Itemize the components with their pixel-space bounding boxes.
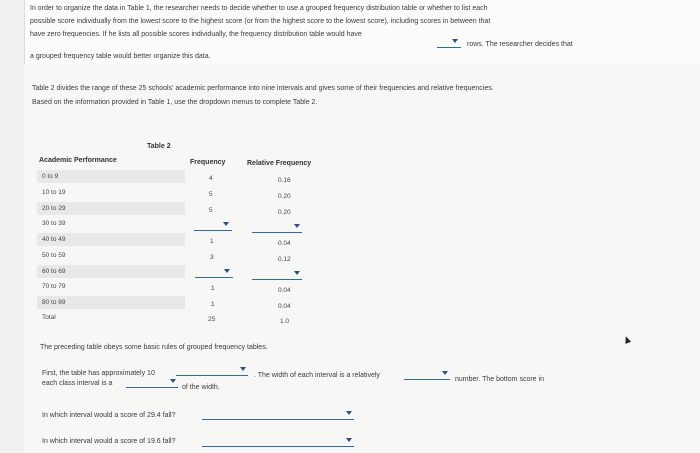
table-total-frequency: 25: [208, 316, 216, 323]
table-total-relative: 1.0: [280, 318, 290, 325]
table-row-interval: 50 to 59: [42, 252, 66, 259]
rules-first-d: each class interval is a: [42, 380, 113, 387]
table-row-frequency: 1: [211, 285, 215, 292]
relative-60-69-dropdown[interactable]: [252, 269, 302, 280]
table-row-interval: 30 to 39: [42, 220, 66, 227]
intro-line-3-tail: rows. The researcher decides that: [467, 41, 573, 48]
table-row-frequency: 1: [211, 301, 215, 308]
frequency-60-69-dropdown[interactable]: [195, 267, 233, 278]
chevron-down-icon: [452, 39, 458, 43]
header-relative-frequency: Relative Frequency: [247, 160, 312, 167]
chevron-down-icon: [170, 379, 176, 383]
table-row-frequency: 1: [210, 238, 214, 245]
intro-line-3: have zero frequencies. If he lists all possible scores individually, the frequency distribution table would have: [30, 31, 362, 38]
rules-lead: The preceding table obeys some basic rules of grouped frequency tables.: [40, 344, 268, 351]
table-row-relative: 0.20: [278, 209, 291, 216]
intro-line-4: a grouped frequency table would better organize this data.: [30, 53, 211, 60]
table-row-interval: Total: [42, 314, 56, 321]
frequency-30-39-dropdown[interactable]: [194, 220, 232, 231]
header-academic-performance: Academic Performance: [39, 157, 117, 164]
table-row-relative: 0.16: [278, 177, 291, 184]
table-row-interval: 10 to 19: [42, 189, 66, 196]
interval-29-4-dropdown[interactable]: [202, 409, 354, 420]
rules-bottom-score-dropdown[interactable]: [126, 377, 178, 388]
table-row-interval: 80 to 89: [42, 299, 66, 306]
rules-first-c: number. The bottom score in: [455, 376, 544, 383]
rules-width-dropdown[interactable]: [404, 369, 450, 380]
table-row-relative: 0.20: [278, 193, 291, 200]
rows-count-dropdown[interactable]: [437, 37, 461, 48]
interval-19-6-dropdown[interactable]: [202, 436, 354, 447]
intro-line-2: possible score individually from the lowest score to the highest score (or from the highest score to the lowest score), including scores in between that: [30, 18, 491, 25]
table-row-relative: 0.04: [278, 303, 291, 310]
table-row-frequency: 3: [210, 254, 214, 261]
chevron-down-icon: [442, 371, 448, 375]
table-row-relative: 0.04: [278, 287, 291, 294]
table-row-frequency: 4: [209, 175, 213, 182]
chevron-down-icon: [294, 224, 300, 228]
intro-line-1: In order to organize the data in Table 1, the researcher needs to decide whether to use a grouped frequency distribution table or whether to list each: [30, 5, 488, 12]
chevron-down-icon: [224, 269, 230, 273]
table-row-interval: 60 to 69: [42, 268, 66, 275]
chevron-down-icon: [240, 367, 246, 371]
table-row-frequency: 5: [209, 207, 213, 214]
table-row-interval: 70 to 79: [42, 283, 66, 290]
question-19-6: In which interval would a score of 19.6 fall?: [42, 438, 176, 445]
table-row-interval: 0 to 9: [42, 173, 59, 180]
table-row-relative: 0.04: [278, 240, 291, 247]
instructions-line-2: Based on the information provided in Table 1, use the dropdown menus to complete Table 2.: [32, 99, 318, 106]
chevron-down-icon: [346, 411, 352, 415]
table-row-frequency: 5: [209, 191, 213, 198]
instructions-line-1: Table 2 divides the range of these 25 schools' academic performance into nine intervals and gives some of their frequencies and relative frequencies.: [32, 85, 494, 92]
chevron-down-icon: [346, 438, 352, 442]
relative-30-39-dropdown[interactable]: [252, 222, 302, 233]
table-row-relative: 0.12: [278, 256, 291, 263]
table-row-interval: 40 to 49: [42, 236, 66, 243]
rules-approx-dropdown[interactable]: [176, 365, 248, 376]
question-29-4: In which interval would a score of 29.4 fall?: [42, 412, 176, 419]
rules-first-e: of the width.: [182, 384, 220, 391]
header-frequency: Frequency: [190, 159, 226, 166]
rules-first-b: . The width of each interval is a relatively: [254, 372, 380, 379]
rules-first-a: First, the table has approximately 10: [42, 370, 155, 377]
chevron-down-icon: [223, 222, 229, 226]
table-caption: Table 2: [147, 143, 171, 150]
question-panel: [24, 64, 700, 453]
table-row-interval: 20 to 29: [42, 205, 66, 212]
row-band: [37, 170, 185, 183]
chevron-down-icon: [294, 271, 300, 275]
